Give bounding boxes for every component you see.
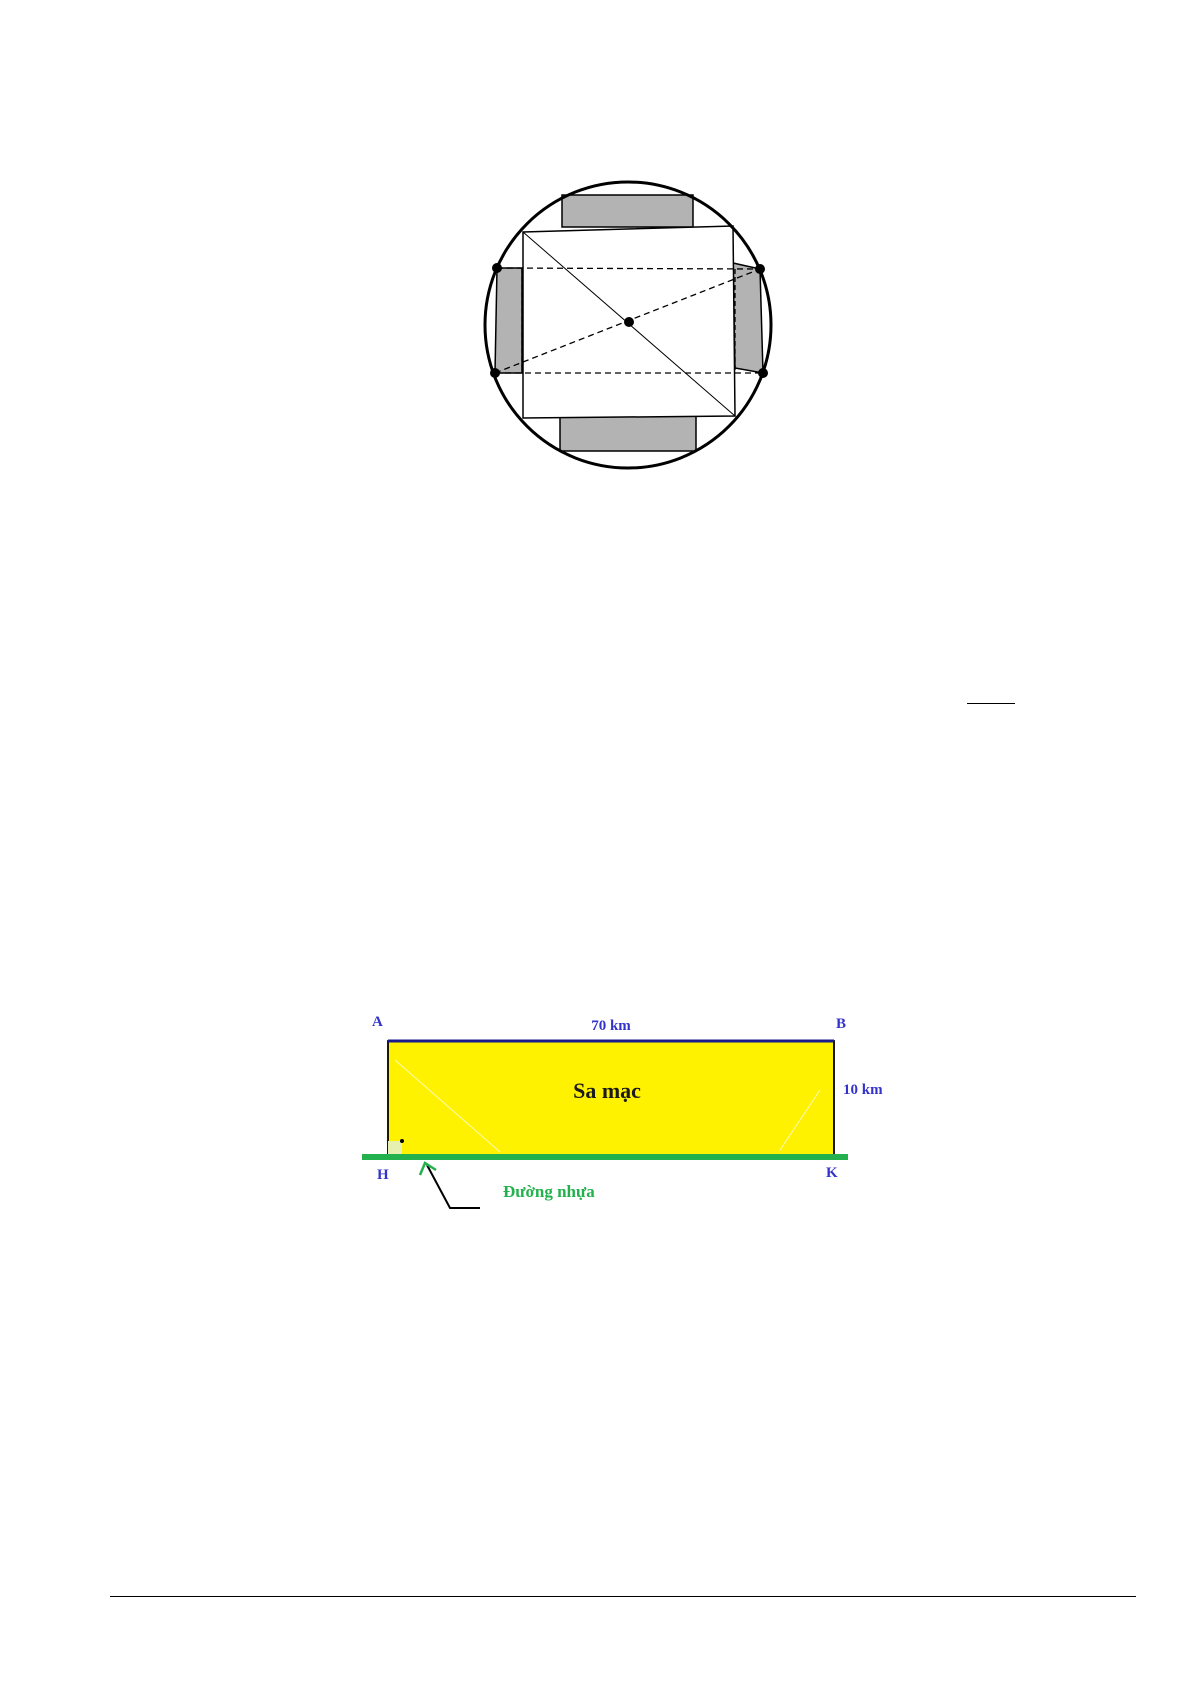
point-top-left	[492, 263, 502, 273]
shaded-flap-bottom	[560, 416, 696, 451]
shaded-flap-top	[562, 195, 693, 227]
point-bottom-left	[490, 368, 500, 378]
marker-dot-h	[400, 1139, 404, 1143]
shaded-flap-right	[733, 263, 763, 373]
fraction-bar	[967, 703, 1015, 704]
point-bottom-right	[758, 368, 768, 378]
footer-rule	[110, 1596, 1136, 1597]
right-angle-mark-h	[388, 1141, 402, 1156]
label-b: B	[836, 1016, 847, 1032]
circle-diagram	[470, 170, 780, 480]
region-label: Sa mạc	[573, 1078, 641, 1103]
shaded-flap-left	[495, 268, 522, 373]
label-top-length: 70 km	[591, 1018, 631, 1034]
point-center	[624, 317, 634, 327]
road-pointer	[427, 1165, 480, 1208]
label-side-length: 10 km	[843, 1082, 883, 1098]
label-k: K	[826, 1165, 838, 1181]
label-a: A	[372, 1014, 383, 1030]
arrow-head	[420, 1163, 436, 1175]
road-label: Đường nhựa	[503, 1182, 595, 1201]
point-top-right	[755, 264, 765, 274]
label-h: H	[377, 1167, 389, 1183]
desert-diagram	[350, 1000, 910, 1220]
